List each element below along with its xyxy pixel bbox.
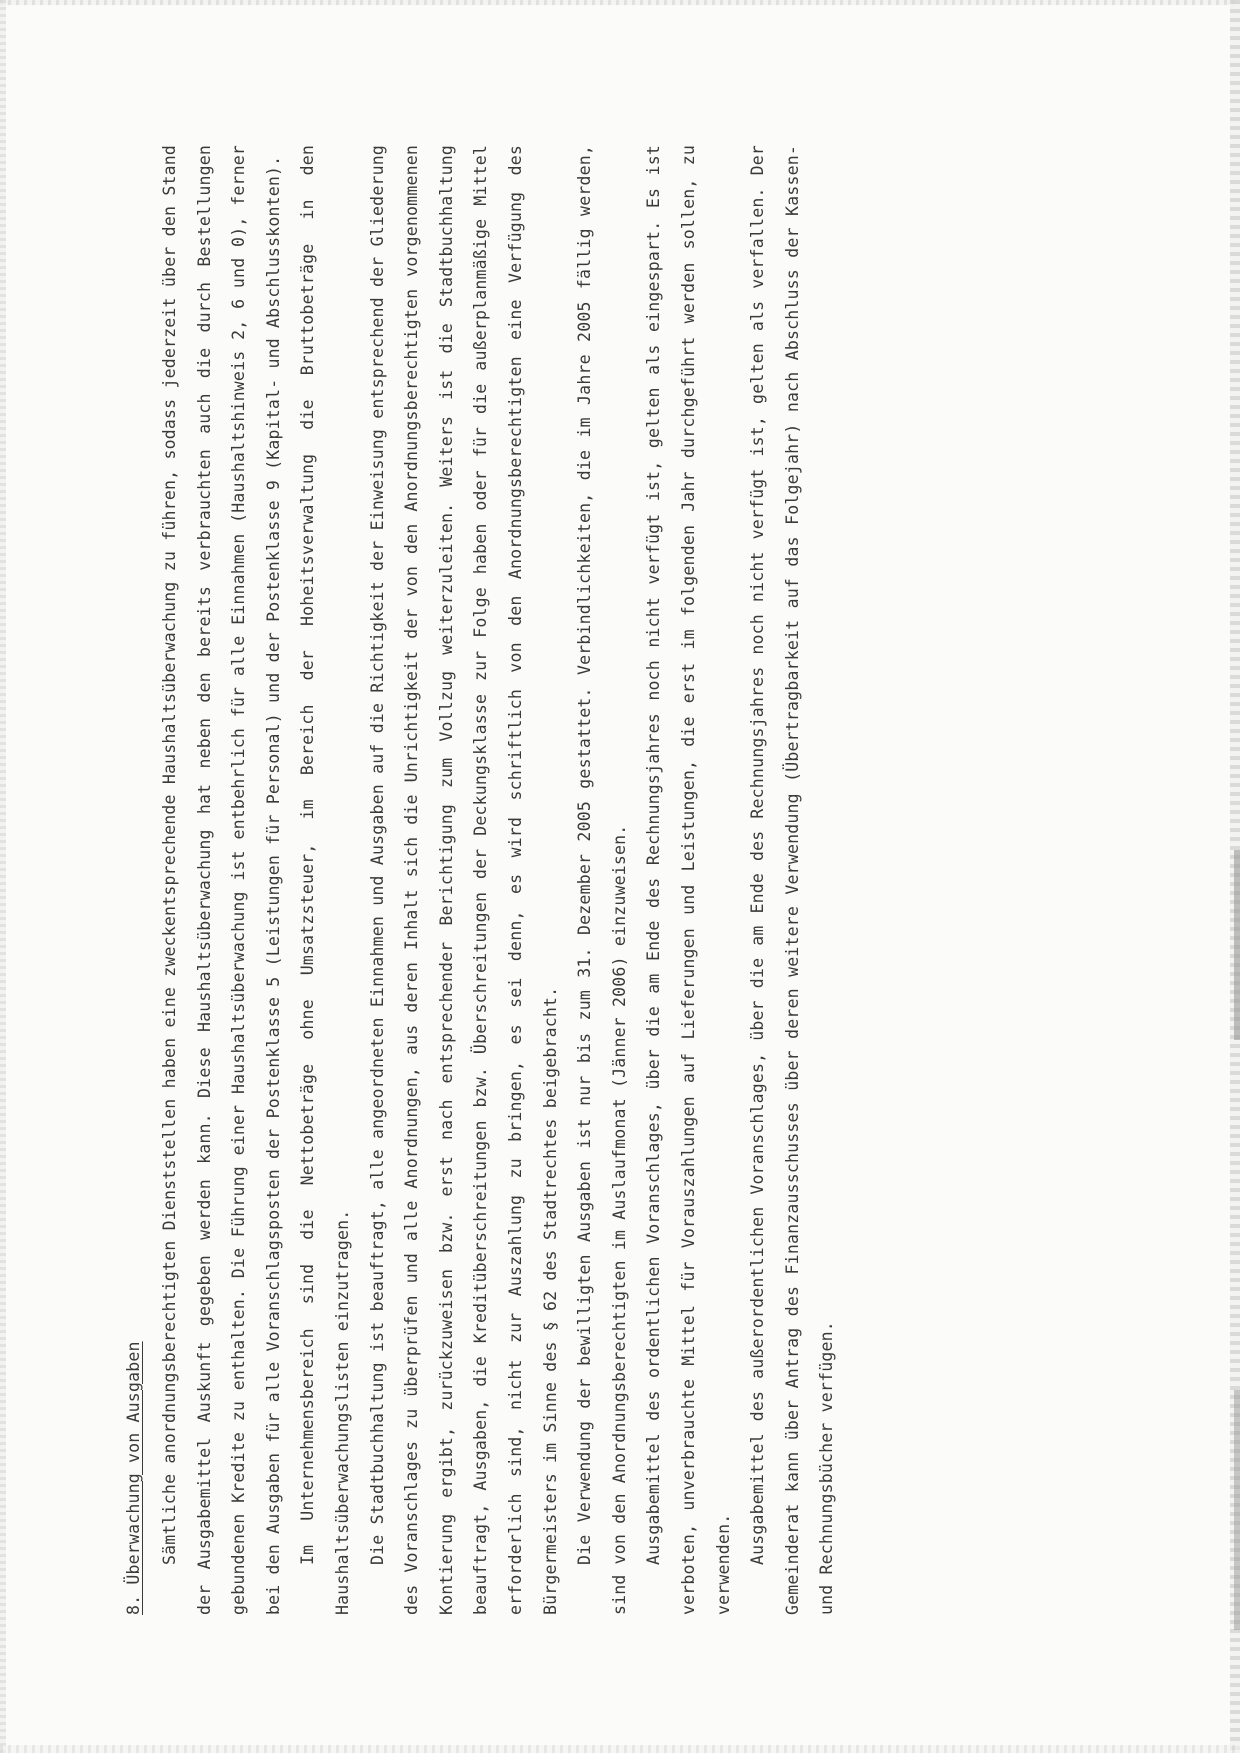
scan-artifact: [1234, 1390, 1240, 1630]
section-heading: 8. Überwachung von Ausgaben: [124, 1341, 143, 1615]
rotated-text-block: [115, 145, 845, 1615]
scan-edge-bottom: [0, 1745, 1240, 1753]
paragraph: Die Stadtbuchhaltung ist beauftragt, alle angeordneten Einnahmen und Ausgaben auf die Richtigkeit der Einweisung entsprechend der Gliederung des Voranschlages zu überprüfen und alle Anordnungen, aus deren Inhalt sich die Unrichtigkeit der von den Anordnungsberechtigten vorgenommenen Kontierung ergibt, zurückzuweisen bzw. erst nach entsprechender Berichtigung zum Vollzug weiterzuleiten. Weiters ist die Stadtbuchhaltung beauftragt, Ausgaben, die Kreditüberschreitungen bzw. Überschreitungen der Deckungsklasse zur Folge haben oder für die außerplanmäßige Mittel erforderlich sind, nicht zur Auszahlung zu bringen, es sei denn, es wird schriftlich von den Anordnungsberechtigten eine Verfügung des Bürgermeisters im Sinne des § 62 des Stadtrechtes beigebracht.: [367, 145, 560, 1615]
paragraph: Sämtliche anordnungsberechtigten Dienststellen haben eine zweckentsprechende Haushaltsüberwachung zu führen, sodass jederzeit über den Stand der Ausgabemittel Auskunft gegeben werden kann. Diese Haushaltsüberwachung hat neben den bereits verbrauchten auch die durch Bestellungen gebundenen Kredite zu enthalten. Die Führung einer Haushaltsüberwachung ist entbehrlich für alle Einnahmen (Haushaltshinweis 2, 6 und 0), ferner bei den Ausgaben für alle Voranschlagsposten der Postenklasse 5 (Leistungen für Personal) und der Postenklasse 9 (Kapital- und Abschlusskonten).: [160, 145, 283, 1615]
paragraph: Die Verwendung der bewilligten Ausgaben ist nur bis zum 31. Dezember 2005 gestattet. Verbindlichkeiten, die im Jahre 2005 fällig werden, sind von den Anordnungsberechtigten im Auslaufmonat (Jänner 2006) einzuweisen.: [575, 145, 629, 1615]
scan-edge-top: [0, 0, 1240, 5]
paragraph: Ausgabemittel des ordentlichen Voranschlages, über die am Ende des Rechnungsjahres noch nicht verfügt ist, gelten als eingespart. Es ist verboten, unverbrauchte Mittel für Vorauszahlungen auf Lieferungen und Leistungen, die erst im folgenden Jahr durchgeführt werden sollen, zu verwenden.: [644, 145, 733, 1615]
scan-edge-left: [0, 0, 6, 1753]
paragraph: Ausgabemittel des außerordentlichen Voranschlages, über die am Ende des Rechnungsjahres noch nicht verfügt ist, gelten als verfallen. Der Gemeinderat kann über Antrag des Finanzausschusses über deren weitere Verwendung (Übertragbarkeit auf das Folgejahr) nach Abschluss der Kassen- und Rechnungsbücher verfügen.: [748, 145, 837, 1615]
paragraph: Im Unternehmensbereich sind die Nettobeträge ohne Umsatzsteuer, im Bereich der Hoheitsverwaltung die Bruttobeträge in den Haushaltsüberwachungslisten einzutragen.: [298, 145, 352, 1615]
scan-artifact: [1234, 850, 1240, 1040]
